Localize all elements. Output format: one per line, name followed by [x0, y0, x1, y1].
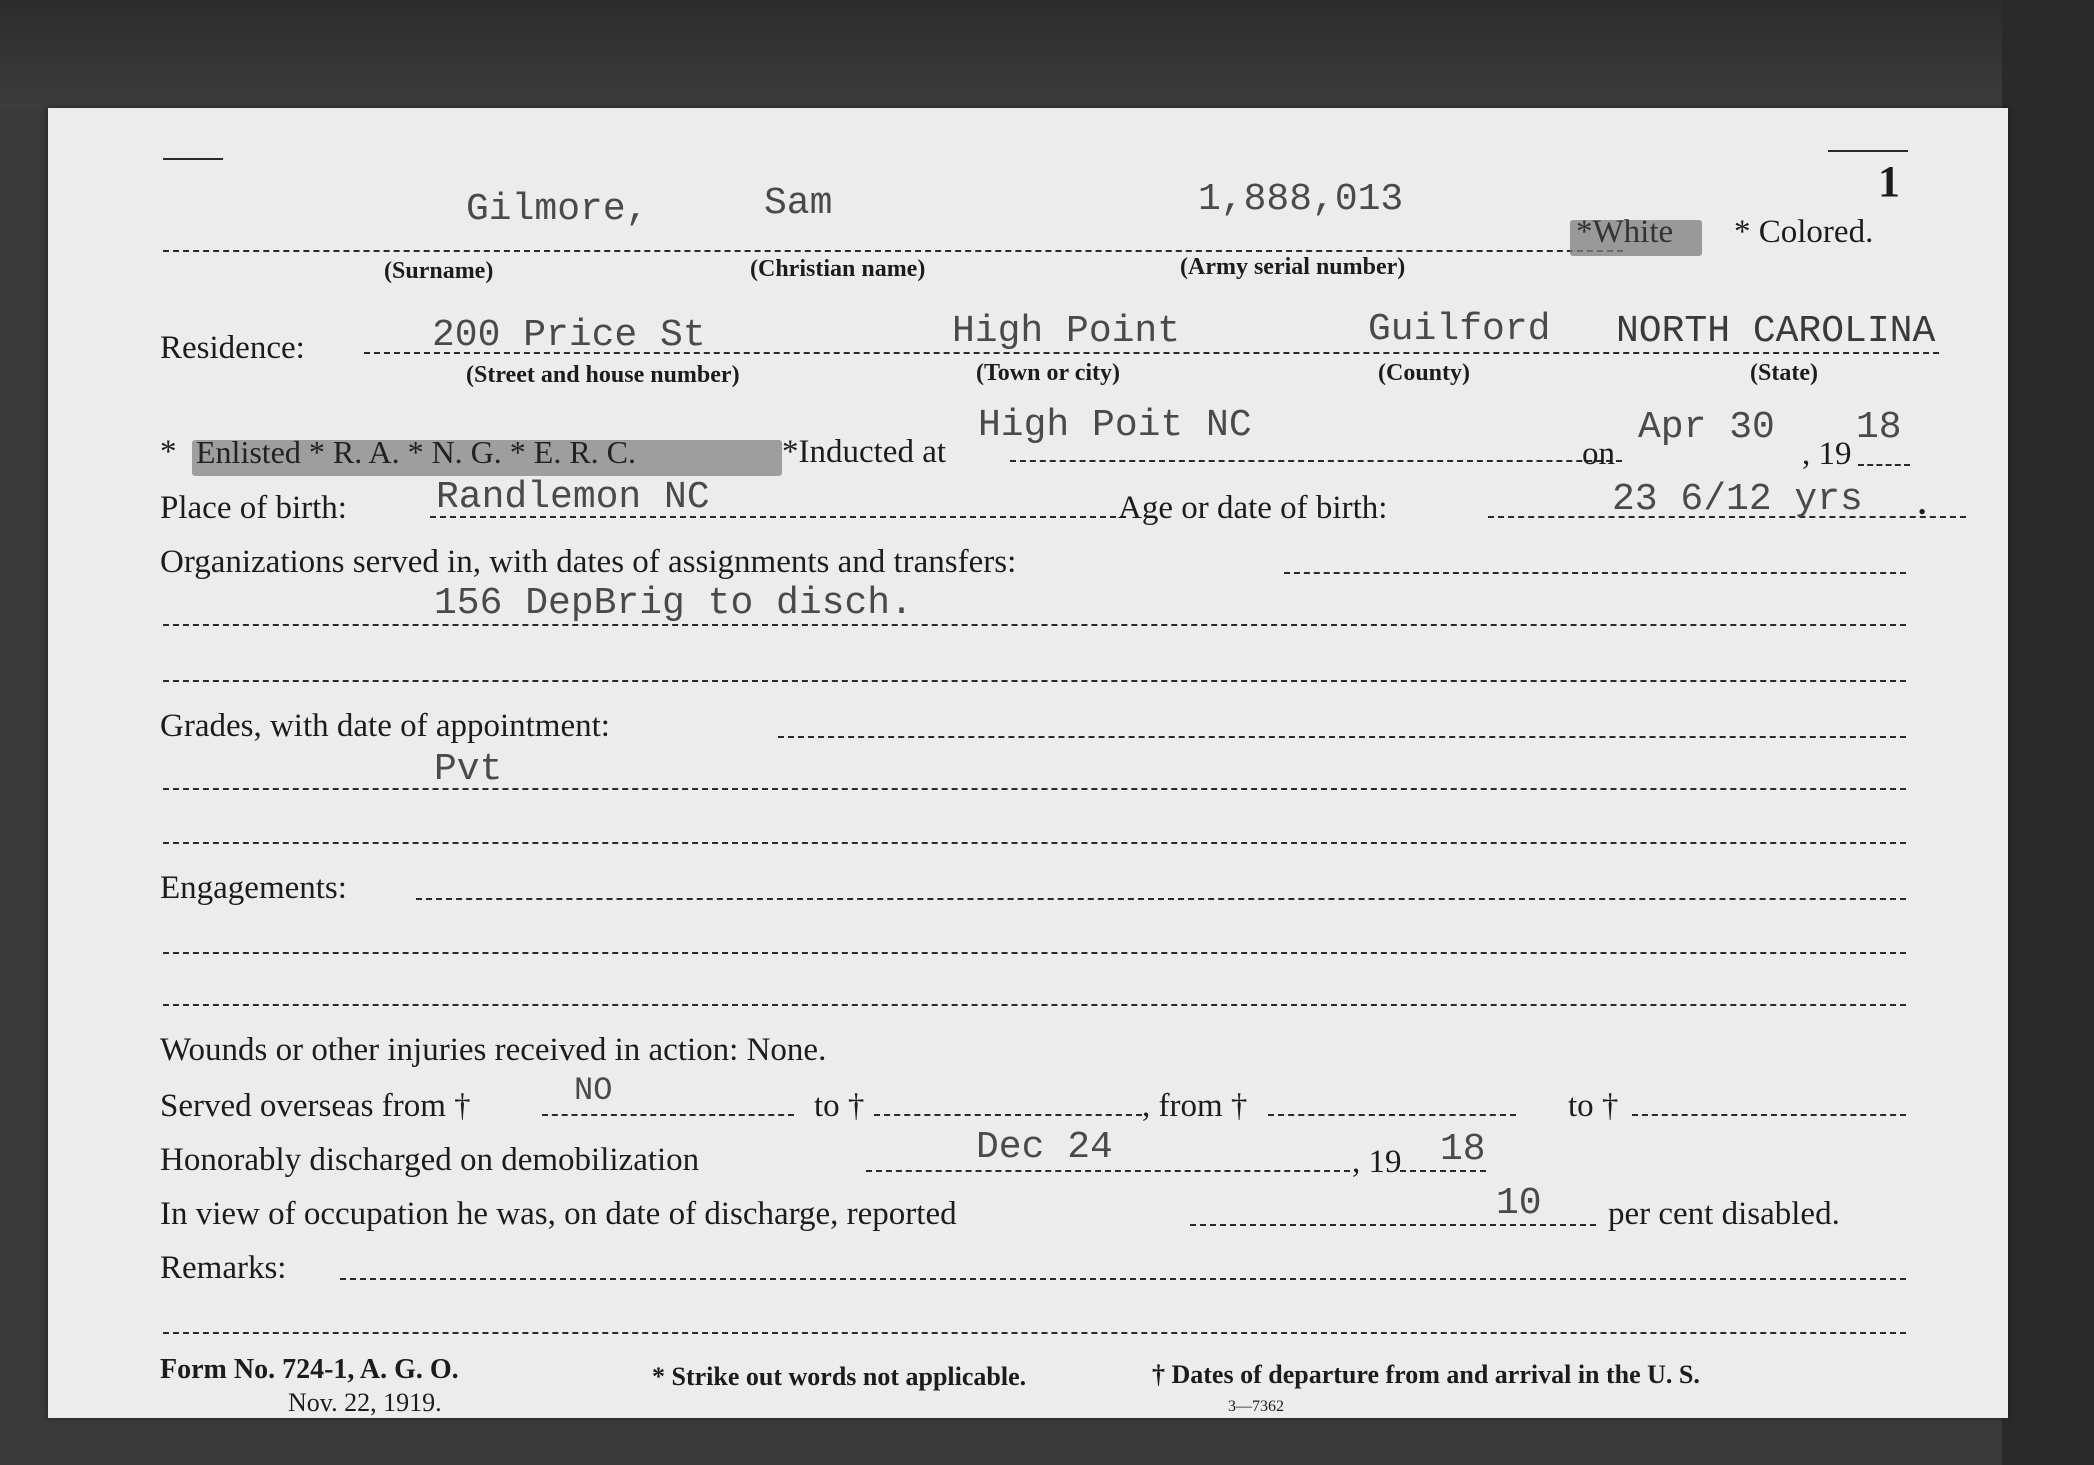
caption-county: (County): [1378, 360, 1471, 386]
discharge-year: 18: [1440, 1128, 1486, 1171]
race-colored: * Colored.: [1734, 214, 1874, 250]
overseas-label: Served overseas from †: [160, 1088, 471, 1124]
residence-street: 200 Price St: [432, 314, 706, 357]
organizations-line-2: [163, 624, 1906, 626]
service-record-card: [48, 108, 2008, 1418]
remarks-line-2: [163, 1332, 1906, 1334]
race-white: *White: [1576, 214, 1674, 250]
inducted-place: High Poit NC: [978, 404, 1252, 447]
residence-town: High Point: [952, 310, 1181, 353]
overseas-line-1: [542, 1114, 794, 1116]
organizations-line-3: [163, 680, 1906, 682]
on-label: on: [1582, 436, 1615, 472]
surname-value: Gilmore,: [466, 188, 649, 231]
caption-street: (Street and house number): [466, 362, 740, 388]
grades-line-2: [163, 788, 1906, 790]
caption-surname: (Surname): [384, 258, 494, 284]
residence-state: NORTH CAROLINA: [1616, 310, 1936, 353]
residence-label: Residence:: [160, 330, 305, 366]
overseas-line-3: [1268, 1114, 1516, 1116]
disability-label: In view of occupation he was, on date of discharge, reported: [160, 1196, 957, 1232]
discharge-date: Dec 24: [976, 1126, 1113, 1169]
overseas-to-2: to †: [1568, 1088, 1619, 1124]
enlist-star: *: [160, 434, 177, 470]
age-period: .: [1918, 486, 1927, 522]
residence-county: Guilford: [1368, 308, 1551, 351]
card-number: 1: [1878, 157, 1900, 206]
caption-christian-name: (Christian name): [750, 256, 926, 282]
footer-print-code: 3—7362: [1228, 1398, 1284, 1415]
inducted-year: 18: [1856, 406, 1902, 449]
remarks-line-1: [340, 1278, 1906, 1280]
organizations-line-1: [1284, 572, 1906, 574]
caption-serial: (Army serial number): [1180, 254, 1406, 280]
christian-name-value: Sam: [764, 182, 833, 225]
discharge-year-prefix: , 19: [1352, 1144, 1402, 1180]
scan-background-right: [2002, 0, 2094, 1465]
footer-form-date: Nov. 22, 1919.: [288, 1388, 442, 1417]
disability-value: 10: [1496, 1182, 1542, 1225]
enlist-options: Enlisted * R. A. * N. G. * E. R. C.: [196, 434, 637, 470]
inducted-line: [1010, 460, 1622, 462]
engagements-line-1: [416, 898, 1906, 900]
engagements-line-2: [163, 952, 1906, 954]
inducted-year-prefix: , 19: [1802, 436, 1852, 472]
serial-number-value: 1,888,013: [1198, 178, 1404, 221]
overseas-from-2: , from †: [1142, 1088, 1248, 1124]
grades-label: Grades, with date of appointment:: [160, 708, 610, 744]
top-right-rule: [1828, 150, 1908, 152]
disability-suffix: per cent disabled.: [1608, 1196, 1840, 1232]
birthplace-label: Place of birth:: [160, 490, 347, 526]
overseas-line-4: [1632, 1114, 1906, 1116]
scan-background-top: [0, 0, 2094, 108]
inducted-date: Apr 30: [1638, 406, 1775, 449]
inducted-year-line: [1858, 464, 1910, 466]
caption-state: (State): [1750, 360, 1818, 386]
footer-strike-note: * Strike out words not applicable.: [652, 1362, 1027, 1391]
engagements-line-3: [163, 1004, 1906, 1006]
age-label: Age or date of birth:: [1118, 490, 1388, 526]
organizations-value: 156 DepBrig to disch.: [434, 582, 913, 625]
wounds-label: Wounds or other injuries received in action: None.: [160, 1032, 827, 1068]
birthplace-value: Randlemon NC: [436, 476, 710, 519]
overseas-to-1: to †: [814, 1088, 865, 1124]
grades-line-1: [778, 736, 1906, 738]
discharge-label: Honorably discharged on demobilization: [160, 1142, 700, 1178]
grades-line-3: [163, 842, 1906, 844]
footer-form-number: Form No. 724-1, A. G. O.: [160, 1354, 459, 1385]
top-left-rule: [163, 158, 223, 160]
overseas-value: NO: [574, 1072, 613, 1109]
name-line: [163, 250, 1623, 252]
inducted-label: *Inducted at: [782, 434, 947, 470]
caption-town: (Town or city): [976, 360, 1120, 386]
organizations-label: Organizations served in, with dates of assignments and transfers:: [160, 544, 1017, 580]
discharge-date-line: [866, 1170, 1350, 1172]
grades-value: Pvt: [434, 748, 503, 791]
age-value: 23 6/12 yrs: [1612, 478, 1863, 521]
footer-dates-note: † Dates of departure from and arrival in the U. S.: [1152, 1360, 1700, 1389]
engagements-label: Engagements:: [160, 870, 347, 906]
remarks-label: Remarks:: [160, 1250, 287, 1286]
overseas-line-2: [874, 1114, 1142, 1116]
